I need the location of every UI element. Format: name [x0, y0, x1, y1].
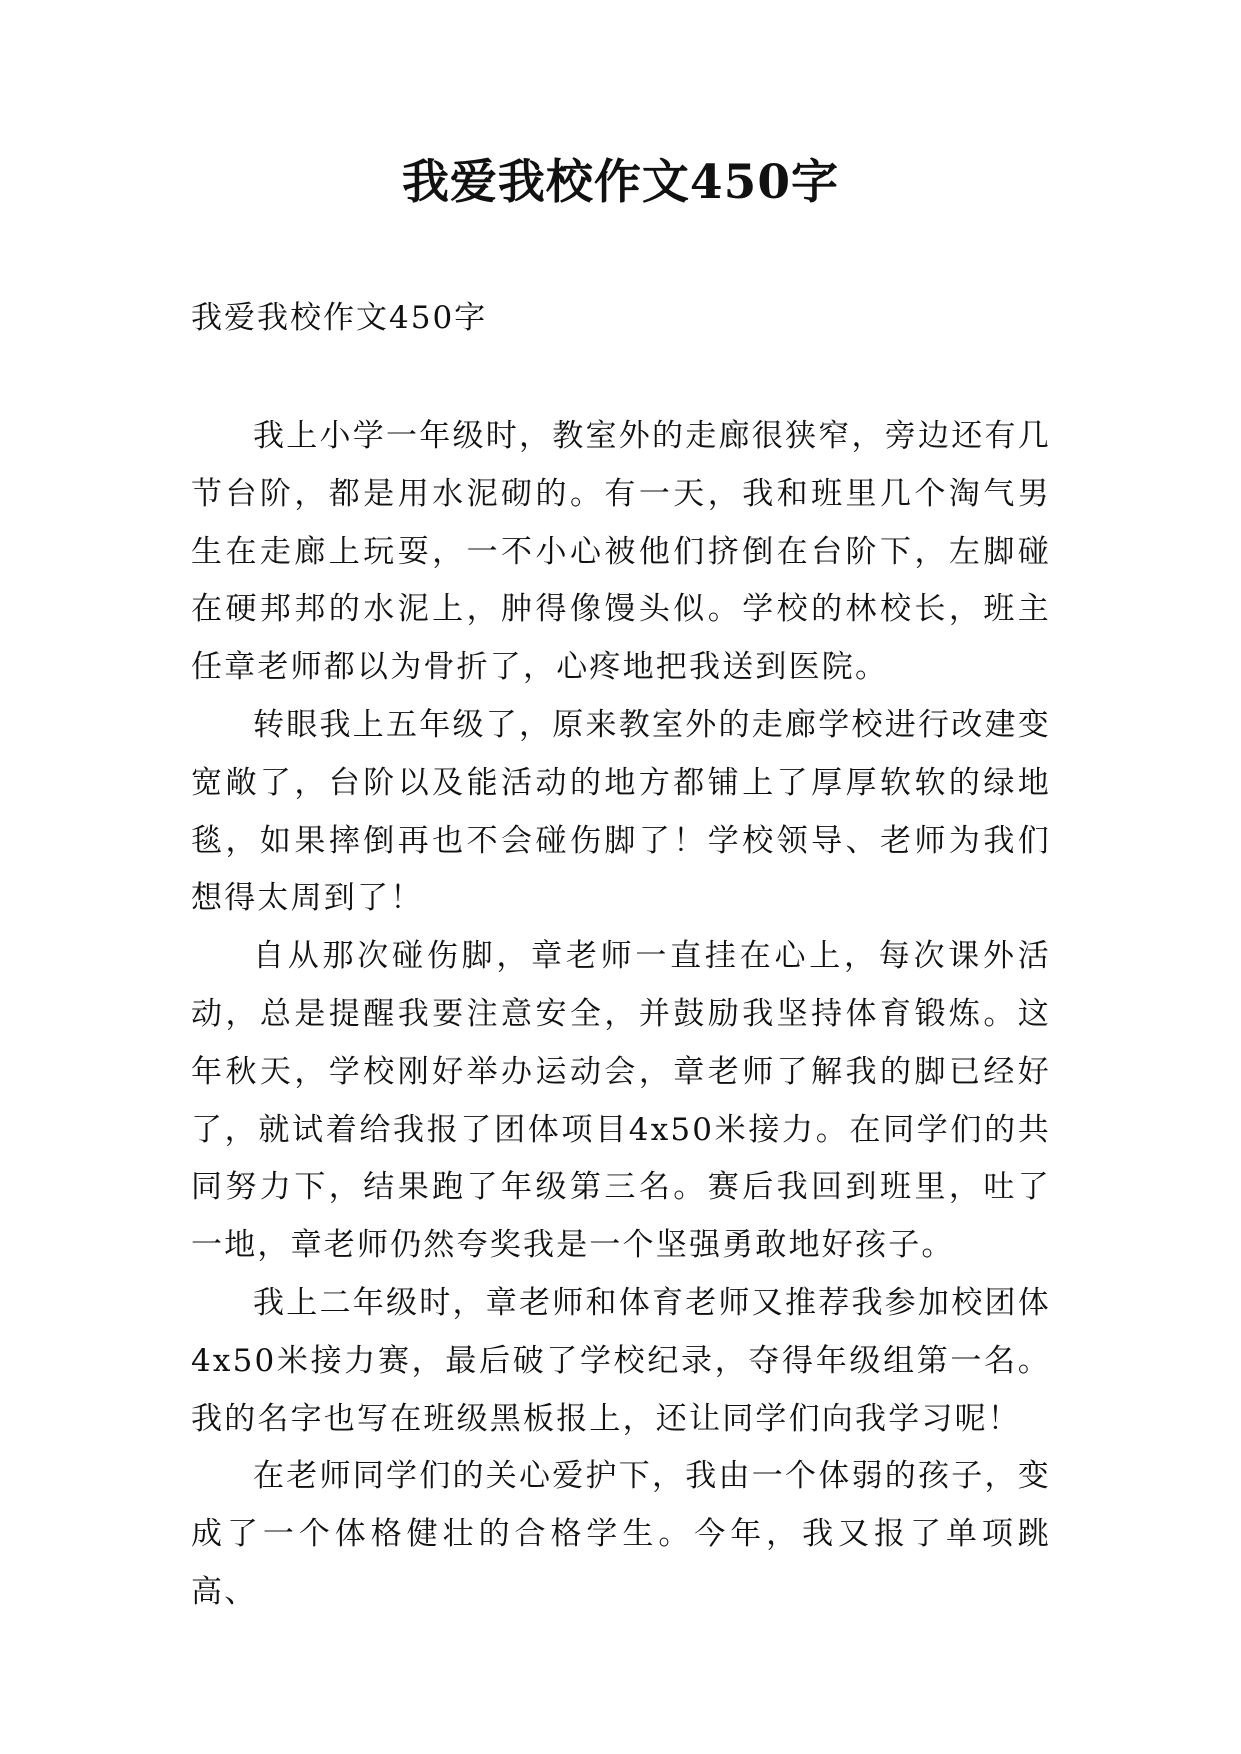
document-title: 我爱我校作文450字	[401, 155, 840, 210]
document-subtitle: 我爱我校作文450字	[191, 300, 488, 336]
paragraph: 自从那次碰伤脚，章老师一直挂在心上，每次课外活动，总是提醒我要注意安全，并鼓励我坚持体育锻炼。这年秋天，学校刚好举办运动会，章老师了解我的脚已经好了，就试着给我报了团体项目4x50米接力。在同学们的共同努力下，结果跑了年级第三名。赛后我回到班里，吐了一地，章老师仍然夸奖我是一个坚强勇敢地好孩子。	[191, 938, 1051, 1264]
paragraph: 转眼我上五年级了，原来教室外的走廊学校进行改建变宽敞了，台阶以及能活动的地方都铺上了厚厚软软的绿地毯，如果摔倒再也不会碰伤脚了！学校领导、老师为我们想得太周到了！	[191, 706, 1051, 917]
paragraph: 我上二年级时，章老师和体育老师又推荐我参加校团体4x50米接力赛，最后破了学校纪录，夺得年级组第一名。我的名字也写在班级黑板报上，还让同学们向我学习呢！	[191, 1284, 1051, 1437]
document-body	[191, 408, 1051, 1622]
paragraph: 在老师同学们的关心爱护下，我由一个体弱的孩子，变成了一个体格健壮的合格学生。今年，我又报了单项跳高、	[191, 1458, 1051, 1610]
paragraph: 我上小学一年级时，教室外的走廊很狭窄，旁边还有几节台阶，都是用水泥砌的。有一天，我和班里几个淘气男生在走廊上玩耍，一不小心被他们挤倒在台阶下，左脚碰在硬邦邦的水泥上，肿得像馒头似。学校的林校长，班主任章老师都以为骨折了，心疼地把我送到医院。	[191, 418, 1051, 686]
